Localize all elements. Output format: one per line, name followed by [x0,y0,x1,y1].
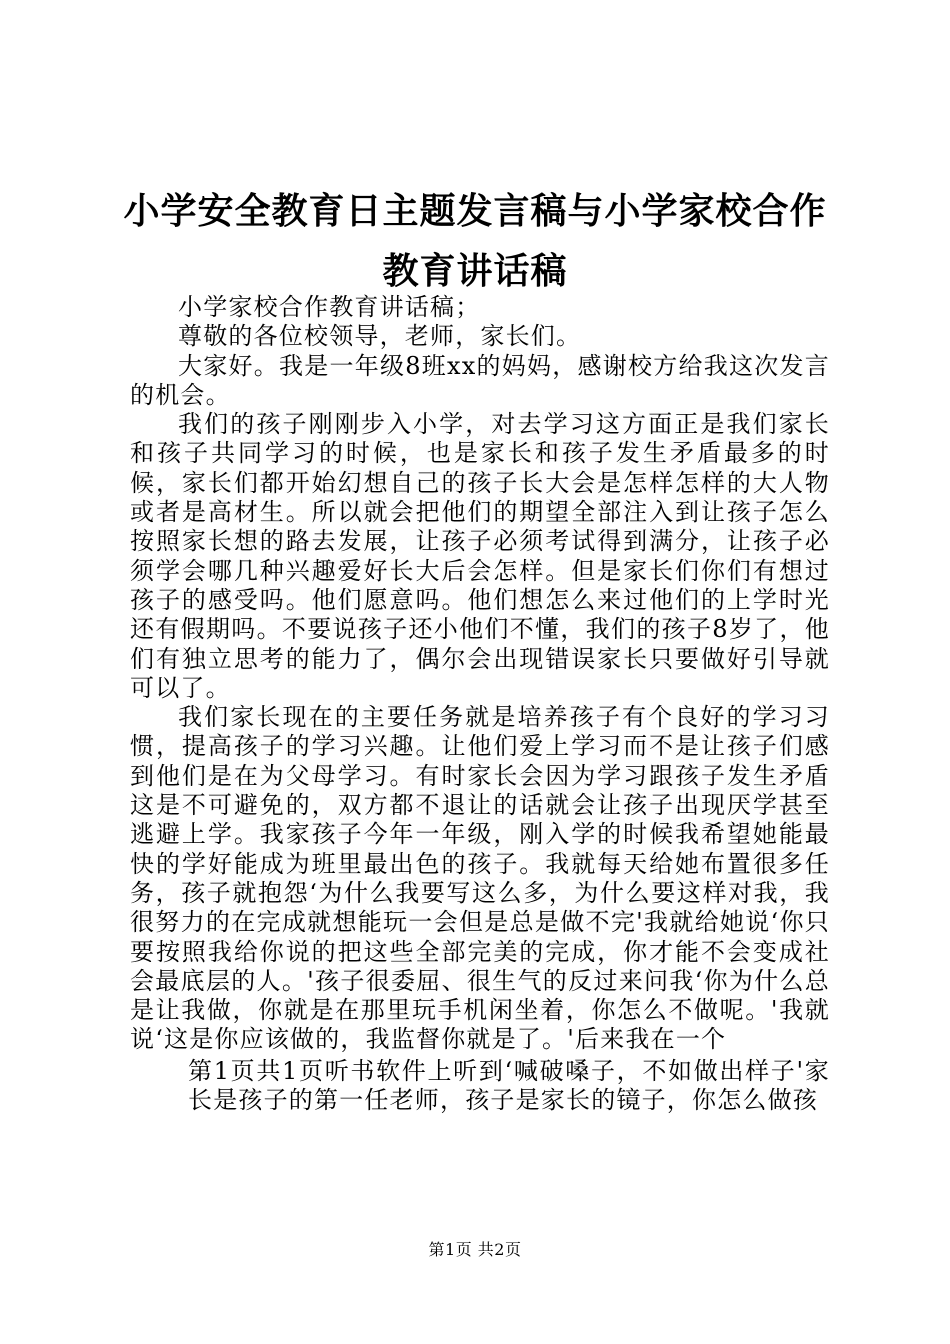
page-number-footer: 第1页 共2页 [428,1240,522,1259]
paragraph-body-1: 我们的孩子刚刚步入小学，对去学习这方面正是我们家长和孩子共同学习的时候，也是家长和孩子发生矛盾最多的时候，家长们都开始幻想自己的孩子长大会是怎样怎样的大人物或者是高材生。所以就会把他们的期望全部注入到让孩子怎么按照家长想的路去发展，让孩子必须考试得到满分，让孩子必须学会哪几种兴趣爱好长大后会怎样。但是家长们你们有想过孩子的感受吗。他们愿意吗。他们想怎么来过他们的上学时光还有假期吗。不要说孩子还小他们不懂，我们的孩子8岁了，他们有独立思考的能力了，偶尔会出现错误家长只要做好引导就可以了。 [130,410,830,702]
paragraph-body-3: 第1页共1页听书软件上听到‘喊破嗓子，不如做出样子'家长是孩子的第一任老师，孩子是家长的镜子，你怎么做孩 [188,1056,830,1115]
document-body [130,293,830,1115]
paragraph-salutation-heading: 小学家校合作教育讲话稿； [178,293,481,321]
document-title: 小学安全教育日主题发言稿与小学家校合作教育讲话稿 [123,191,827,292]
paragraph-introduction: 大家好。我是一年级8班xx的妈妈，感谢校方给我这次发言的机会。 [130,351,830,409]
paragraph-body-2: 我们家长现在的主要任务就是培养孩子有个良好的学习习惯，提高孩子的学习兴趣。让他们爱上学习而不是让孩子们感到他们是在为父母学习。有时家长会因为学习跟孩子发生矛盾这是不可避免的，双方都不退让的话就会让孩子出现厌学甚至逃避上学。我家孩子今年一年级，刚入学的时候我希望她能最快的学好能成为班里最出色的孩子。我就每天给她布置很多任务，孩子就抱怨‘为什么我要写这么多，为什么要这样对我，我很努力的在完成就想能玩一会但是总是做不完'我就给她说‘你只要按照我给你说的把这些全部完美的完成，你才能不会变成社会最底层的人。'孩子很委屈、很生气的反过来问我‘你为什么总是让我做，你就是在那里玩手机闲坐着，你怎么不做呢。'我就说‘这是你应该做的，我监督你就是了。'后来我在一个 [130,703,830,1054]
paragraph-greeting: 尊敬的各位校领导，老师，家长们。 [178,322,582,351]
